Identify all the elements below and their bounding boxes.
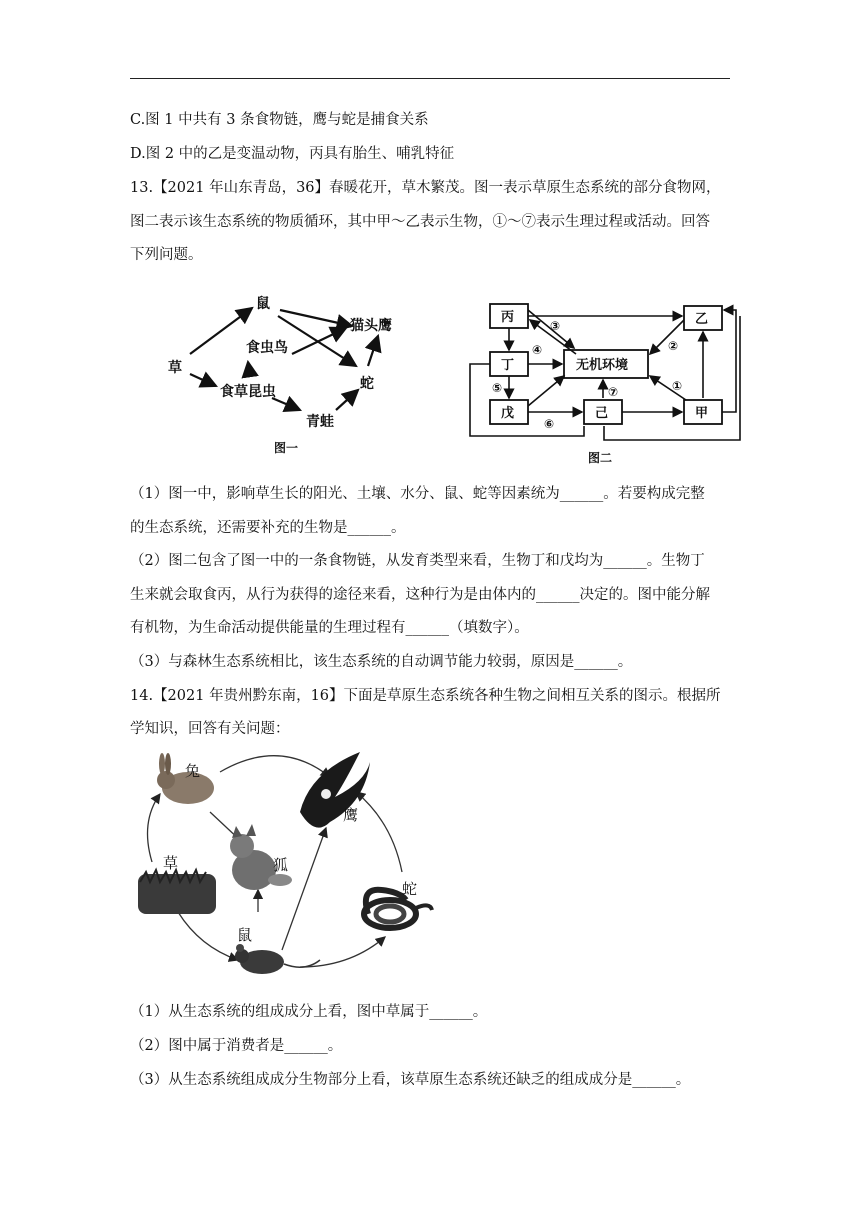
snake-icon: [364, 890, 432, 928]
q13-sub3: （3）与森林生态系统相比，该生态系统的自动调节能力较弱，原因是______。: [130, 654, 633, 670]
fig2-num-2: ②: [668, 339, 679, 353]
fig3-label-rabbit: 兔: [185, 762, 201, 780]
fig1-node-grass: 草: [168, 360, 182, 376]
fig3-label-eagle: 鹰: [343, 806, 359, 824]
fig2-label-wu: 戊: [501, 406, 515, 421]
fig2-num-1: ①: [672, 379, 683, 393]
fig2-num-4: ④: [532, 343, 543, 357]
q13-sub2-c: 有机物，为生命活动提供能量的生理过程有______（填数字）。: [130, 620, 529, 636]
q14-sub1: （1）从生态系统的组成成分上看，图中草属于______。: [130, 1004, 488, 1020]
fig1-node-owl: 猫头鹰: [350, 318, 392, 334]
q14-sub2: （2）图中属于消费者是______。: [130, 1038, 343, 1054]
fig2-label-ji: 己: [595, 406, 609, 421]
q13-stem-3: 下列问题。: [130, 247, 203, 263]
q14-stem-2: 学知识，回答有关问题：: [130, 721, 290, 737]
q13-stem-2: 图二表示该生态系统的物质循环，其中甲～乙表示生物，①～⑦表示生理过程或活动。回答: [130, 214, 710, 230]
fig3-label-mouse: 鼠: [237, 926, 253, 944]
option-c: C.图 1 中共有 3 条食物链，鹰与蛇是捕食关系: [130, 112, 429, 128]
fig2-label-bing: 丙: [501, 310, 515, 325]
fig2-label-env: 无机环境: [576, 358, 629, 373]
q13-sub2-b: 生来就会取食丙，从行为获得的途径来看，这种行为是由体内的______决定的。图中能分解: [130, 587, 710, 603]
fig1-caption: 图一: [274, 441, 299, 455]
q13-stem-1: 13.【2021 年山东青岛，36】春暖花开，草木繁茂。图一表示草原生态系统的部分食物网，: [130, 180, 721, 196]
fig1-node-mouse: 鼠: [256, 296, 270, 312]
fig3-label-snake: 蛇: [402, 880, 418, 898]
q13-sub1-b: 的生态系统，还需要补充的生物是______。: [130, 520, 406, 536]
fig2-num-6: ⑥: [544, 417, 555, 431]
fig3-label-grass: 草: [163, 854, 179, 872]
fig2-label-jia: 甲: [695, 406, 709, 421]
mouse-icon: [235, 944, 320, 974]
fig1-node-insect: 食草昆虫: [220, 384, 276, 400]
fig2-num-5: ⑤: [492, 381, 503, 395]
fig2-num-7: ⑦: [608, 385, 619, 399]
fig1-node-snake: 蛇: [360, 376, 374, 392]
q13-sub1-a: （1）图一中，影响草生长的阳光、土壤、水分、鼠、蛇等因素统为______。若要构成完整: [130, 486, 705, 502]
header-rule: [130, 78, 730, 79]
fig2-num-3: ③: [550, 319, 561, 333]
grass-icon: [138, 870, 216, 914]
material-cycle-figure-2: [464, 280, 754, 466]
q14-stem-1: 14.【2021 年贵州黔东南，16】下面是草原生态系统各种生物之间相互关系的图示。根据所: [130, 688, 721, 704]
eagle-icon: [300, 752, 370, 828]
option-d: D.图 2 中的乙是变温动物，丙具有胎生、哺乳特征: [130, 146, 455, 162]
fig1-node-frog: 青蛙: [306, 414, 334, 430]
fig2-label-yi: 乙: [695, 312, 709, 327]
q14-sub3: （3）从生态系统组成成分生物部分上看，该草原生态系统还缺乏的组成成分是______。: [130, 1072, 691, 1088]
q13-sub2-a: （2）图二包含了图一中的一条食物链，从发育类型来看，生物丁和戊均为______。生物丁: [130, 553, 705, 569]
food-web-figure-1: [160, 282, 430, 462]
fig2-label-ding: 丁: [501, 358, 515, 373]
fig1-node-bird: 食虫鸟: [246, 340, 288, 356]
fig2-caption: 图二: [588, 451, 613, 465]
fig3-label-fox: 狐: [273, 856, 289, 874]
